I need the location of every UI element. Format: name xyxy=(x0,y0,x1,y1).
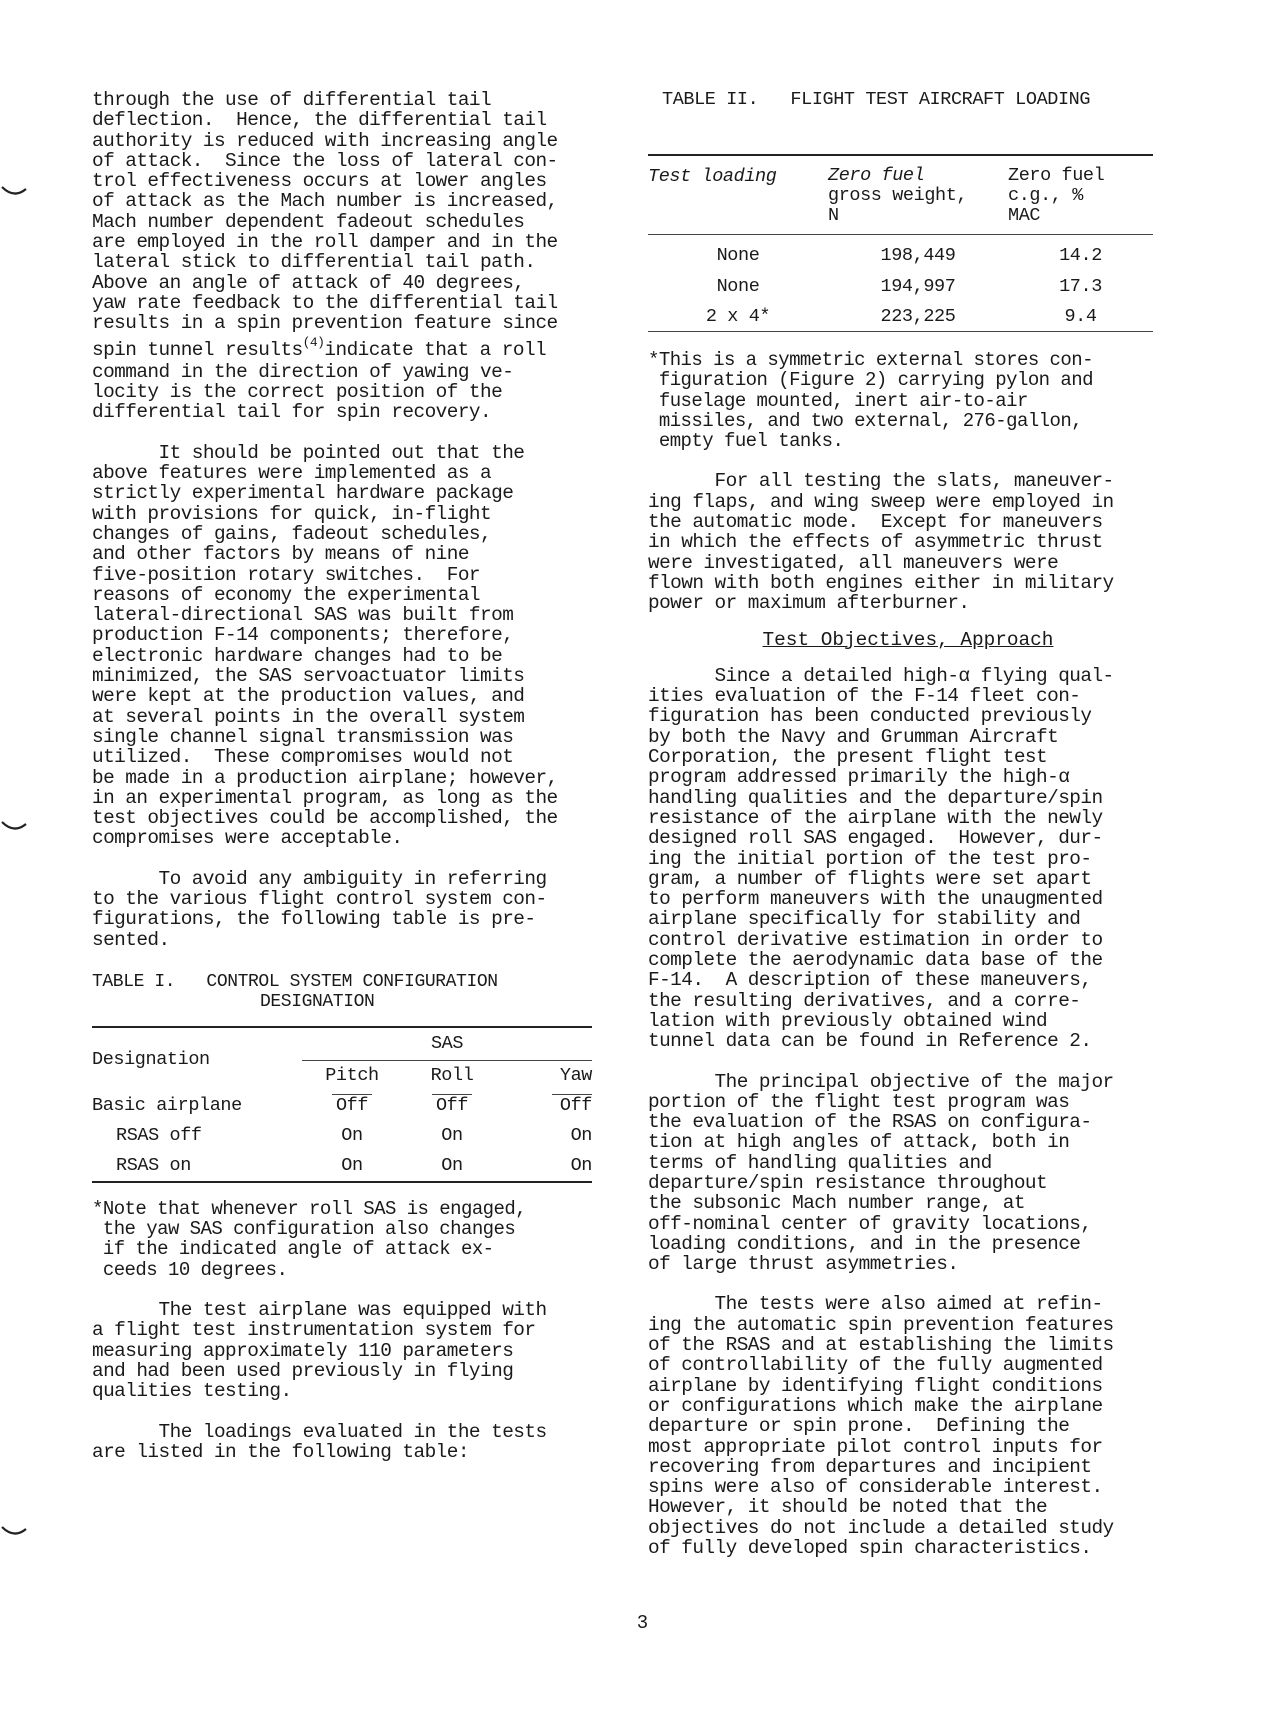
table2-title: TABLE II. FLIGHT TEST AIRCRAFT LOADING xyxy=(662,89,1091,110)
binder-mark-middle xyxy=(0,820,30,840)
left-paragraph-5: The loadings evaluated in the tests are listed in the following table: xyxy=(92,1420,547,1463)
table1-cell-roll: On xyxy=(441,1125,463,1147)
table2-cell-loading: None xyxy=(716,275,760,297)
table-row xyxy=(648,235,1153,272)
table2-cell-cg: 14.2 xyxy=(1059,244,1102,266)
table2-header-weight-line: N xyxy=(828,205,839,226)
table1-cell-pitch: On xyxy=(341,1125,363,1147)
table1-header-designation: Designation xyxy=(92,1048,210,1070)
right-column xyxy=(648,90,1168,1558)
binder-mark-bottom xyxy=(0,1525,30,1545)
table1-footnote: *Note that whenever roll SAS is engaged, the yaw SAS configuration also changes if the indicated angle of attack ex- ceeds 10 degrees. xyxy=(92,1197,527,1281)
table2-header-test-loading: Test loading xyxy=(648,166,777,187)
table-row xyxy=(92,1121,592,1151)
table-row xyxy=(648,301,1153,332)
section-heading xyxy=(648,630,1168,650)
table2-header-weight-line: Zero fuel xyxy=(828,165,925,186)
table1-header-sas: SAS xyxy=(302,1027,592,1061)
right-paragraph-4: The tests were also aimed at refin- ing the automatic spin prevention features of the RSAS and at establishing the limits of controllability of the fully augmented airplane by identifying flight conditions or configurations which make the airplane departure or spin prone. Defining the most appropriate pilot control inputs for recovering from departures and incipient spins were also of considerable interest. However, it should be noted that the objectives do not include a detailed study of fully developed spin characteristics. xyxy=(648,1293,1114,1560)
table1-cell-yaw: On xyxy=(570,1155,592,1177)
table1-cell-pitch: On xyxy=(341,1155,363,1177)
table2-cell-weight: 194,997 xyxy=(880,275,956,297)
left-paragraph-1-tail-a: spin tunnel results xyxy=(92,338,303,361)
table-row xyxy=(92,1151,592,1182)
table1-subheader-yaw: Yaw xyxy=(559,1065,592,1087)
binder-mark-top xyxy=(0,185,30,205)
left-paragraph-4: The test airplane was equipped with a flight test instrumentation system for measuring approximately 110 parameters and had been used previously in flying qualities testing. xyxy=(92,1299,547,1403)
table2-header-cg-line: c.g., % xyxy=(1008,185,1083,206)
reference-superscript: (4) xyxy=(302,334,325,350)
table2-header-cg xyxy=(1008,155,1153,226)
table1-cell-roll: On xyxy=(441,1155,463,1177)
table1-subheader-pitch: Pitch xyxy=(325,1065,379,1087)
table1-control-system-configuration xyxy=(92,1026,592,1187)
table1-subheader-roll: Roll xyxy=(430,1065,474,1087)
table2-cell-cg: 9.4 xyxy=(1064,305,1097,327)
left-paragraph-1-tail-b: indicate that a roll command in the direction of yawing ve- locity is the correct position of the differential tail for spin recovery. xyxy=(92,338,547,424)
left-column xyxy=(92,90,612,1462)
table1-title-line2: DESIGNATION xyxy=(260,991,375,1012)
left-paragraph-2: It should be pointed out that the above features were implemented as a strictly experimental hardware package with provisions for quick, in-flight changes of gains, fadeout schedules, and other factors by means of nine five-position rotary switches. For reasons of economy the experimental lateral-directional SAS was built from production F-14 components; therefore, electronic hardware changes had to be minimized, the SAS servoactuator limits were kept at the production values, and at several points in the overall system single channel signal transmission was utilized. These compromises would not be made in a production airplane; however, in an experimental program, as long as the test objectives could be accomplished, the compromises were acceptable. xyxy=(92,441,558,850)
table1-cell-yaw: Off xyxy=(552,1094,592,1116)
table2-header-cg-line: Zero fuel xyxy=(1008,165,1105,186)
table1-row-name: RSAS off xyxy=(116,1125,202,1147)
left-paragraph-1: through the use of differential tail deflection. Hence, the differential tail authority is reduced with increasing angle of attack. Since the loss of lateral con- trol effectiveness occurs at lower angles of attack as the Mach number is increased, Mach number dependent fadeout schedules are employed in the roll damper and in the lateral stick to differential tail path. Above an angle of attack of 40 degrees, yaw rate feedback to the differential tail results in a spin prevention feature since xyxy=(92,89,558,335)
table1-row-name: RSAS on xyxy=(116,1155,191,1177)
table1-row-name: Basic airplane xyxy=(92,1095,242,1117)
table-row xyxy=(648,271,1153,301)
right-paragraph-3: The principal objective of the major portion of the flight test program was the evaluation of the RSAS on configura- tion at high angles of attack, both in terms of handling qualities and departure/spin resistance throughout the subsonic Mach number range, at off-nominal center of gravity locations, loading conditions, and in the presence of large thrust asymmetries. xyxy=(648,1070,1114,1276)
table2-header-weight xyxy=(828,155,1008,226)
section-heading-text: Test Objectives, Approach xyxy=(762,628,1054,651)
right-paragraph-2: Since a detailed high-α flying qual- ities evaluation of the F-14 fleet con- figuration has been conducted previously by both the Navy and Grumman Aircraft Corporation, the present flight test program addressed primarily the high-α handling qualities and the departure/spin resistance of the airplane with the newly designed roll SAS engaged. However, dur- ing the initial portion of the test pro- gram, a number of flights were set apart to perform maneuvers with the unaugmented airplane specifically for stability and control derivative estimation in order to complete the aerodynamic data base of the F-14. A description of these maneuvers, the resulting derivatives, and a corre- lation with previously obtained wind tunnel data can be found in Reference 2. xyxy=(648,664,1114,1053)
table1-cell-yaw: On xyxy=(570,1125,592,1147)
left-paragraph-3: To avoid any ambiguity in referring to the various flight control system con- figurations, the following table is pre- sented. xyxy=(92,867,547,951)
table2-cell-weight: 223,225 xyxy=(880,305,956,327)
table2-header-weight-line: gross weight, xyxy=(828,185,968,206)
table1-title-line1: TABLE I. CONTROL SYSTEM CONFIGURATION xyxy=(92,971,498,992)
table2-flight-test-aircraft-loading xyxy=(648,154,1153,336)
table2-cell-loading: 2 x 4* xyxy=(705,305,771,327)
table2-cell-loading: None xyxy=(716,244,760,266)
left-paragraph-1-tail xyxy=(92,334,612,424)
right-paragraph-1: For all testing the slats, maneuver- ing flaps, and wing sweep were employed in the automatic mode. Except for maneuvers in which the effects of asymmetric thrust were investigated, all maneuvers were flown with both engines either in military power or maximum afterburner. xyxy=(648,470,1114,615)
table2-footnote: *This is a symmetric external stores con- figuration (Figure 2) carrying pylon and fuselage mounted, inert air-to-air missiles, and two external, 276-gallon, empty fuel tanks. xyxy=(648,349,1093,453)
table1-cell-pitch: Off xyxy=(332,1094,372,1116)
table2-cell-cg: 17.3 xyxy=(1059,275,1102,297)
table1-cell-roll: Off xyxy=(432,1094,472,1116)
table-row xyxy=(92,1091,592,1121)
table2-cell-weight: 198,449 xyxy=(880,244,956,266)
page-number: 3 xyxy=(636,1612,649,1634)
table2-header-cg-line: MAC xyxy=(1008,205,1041,226)
